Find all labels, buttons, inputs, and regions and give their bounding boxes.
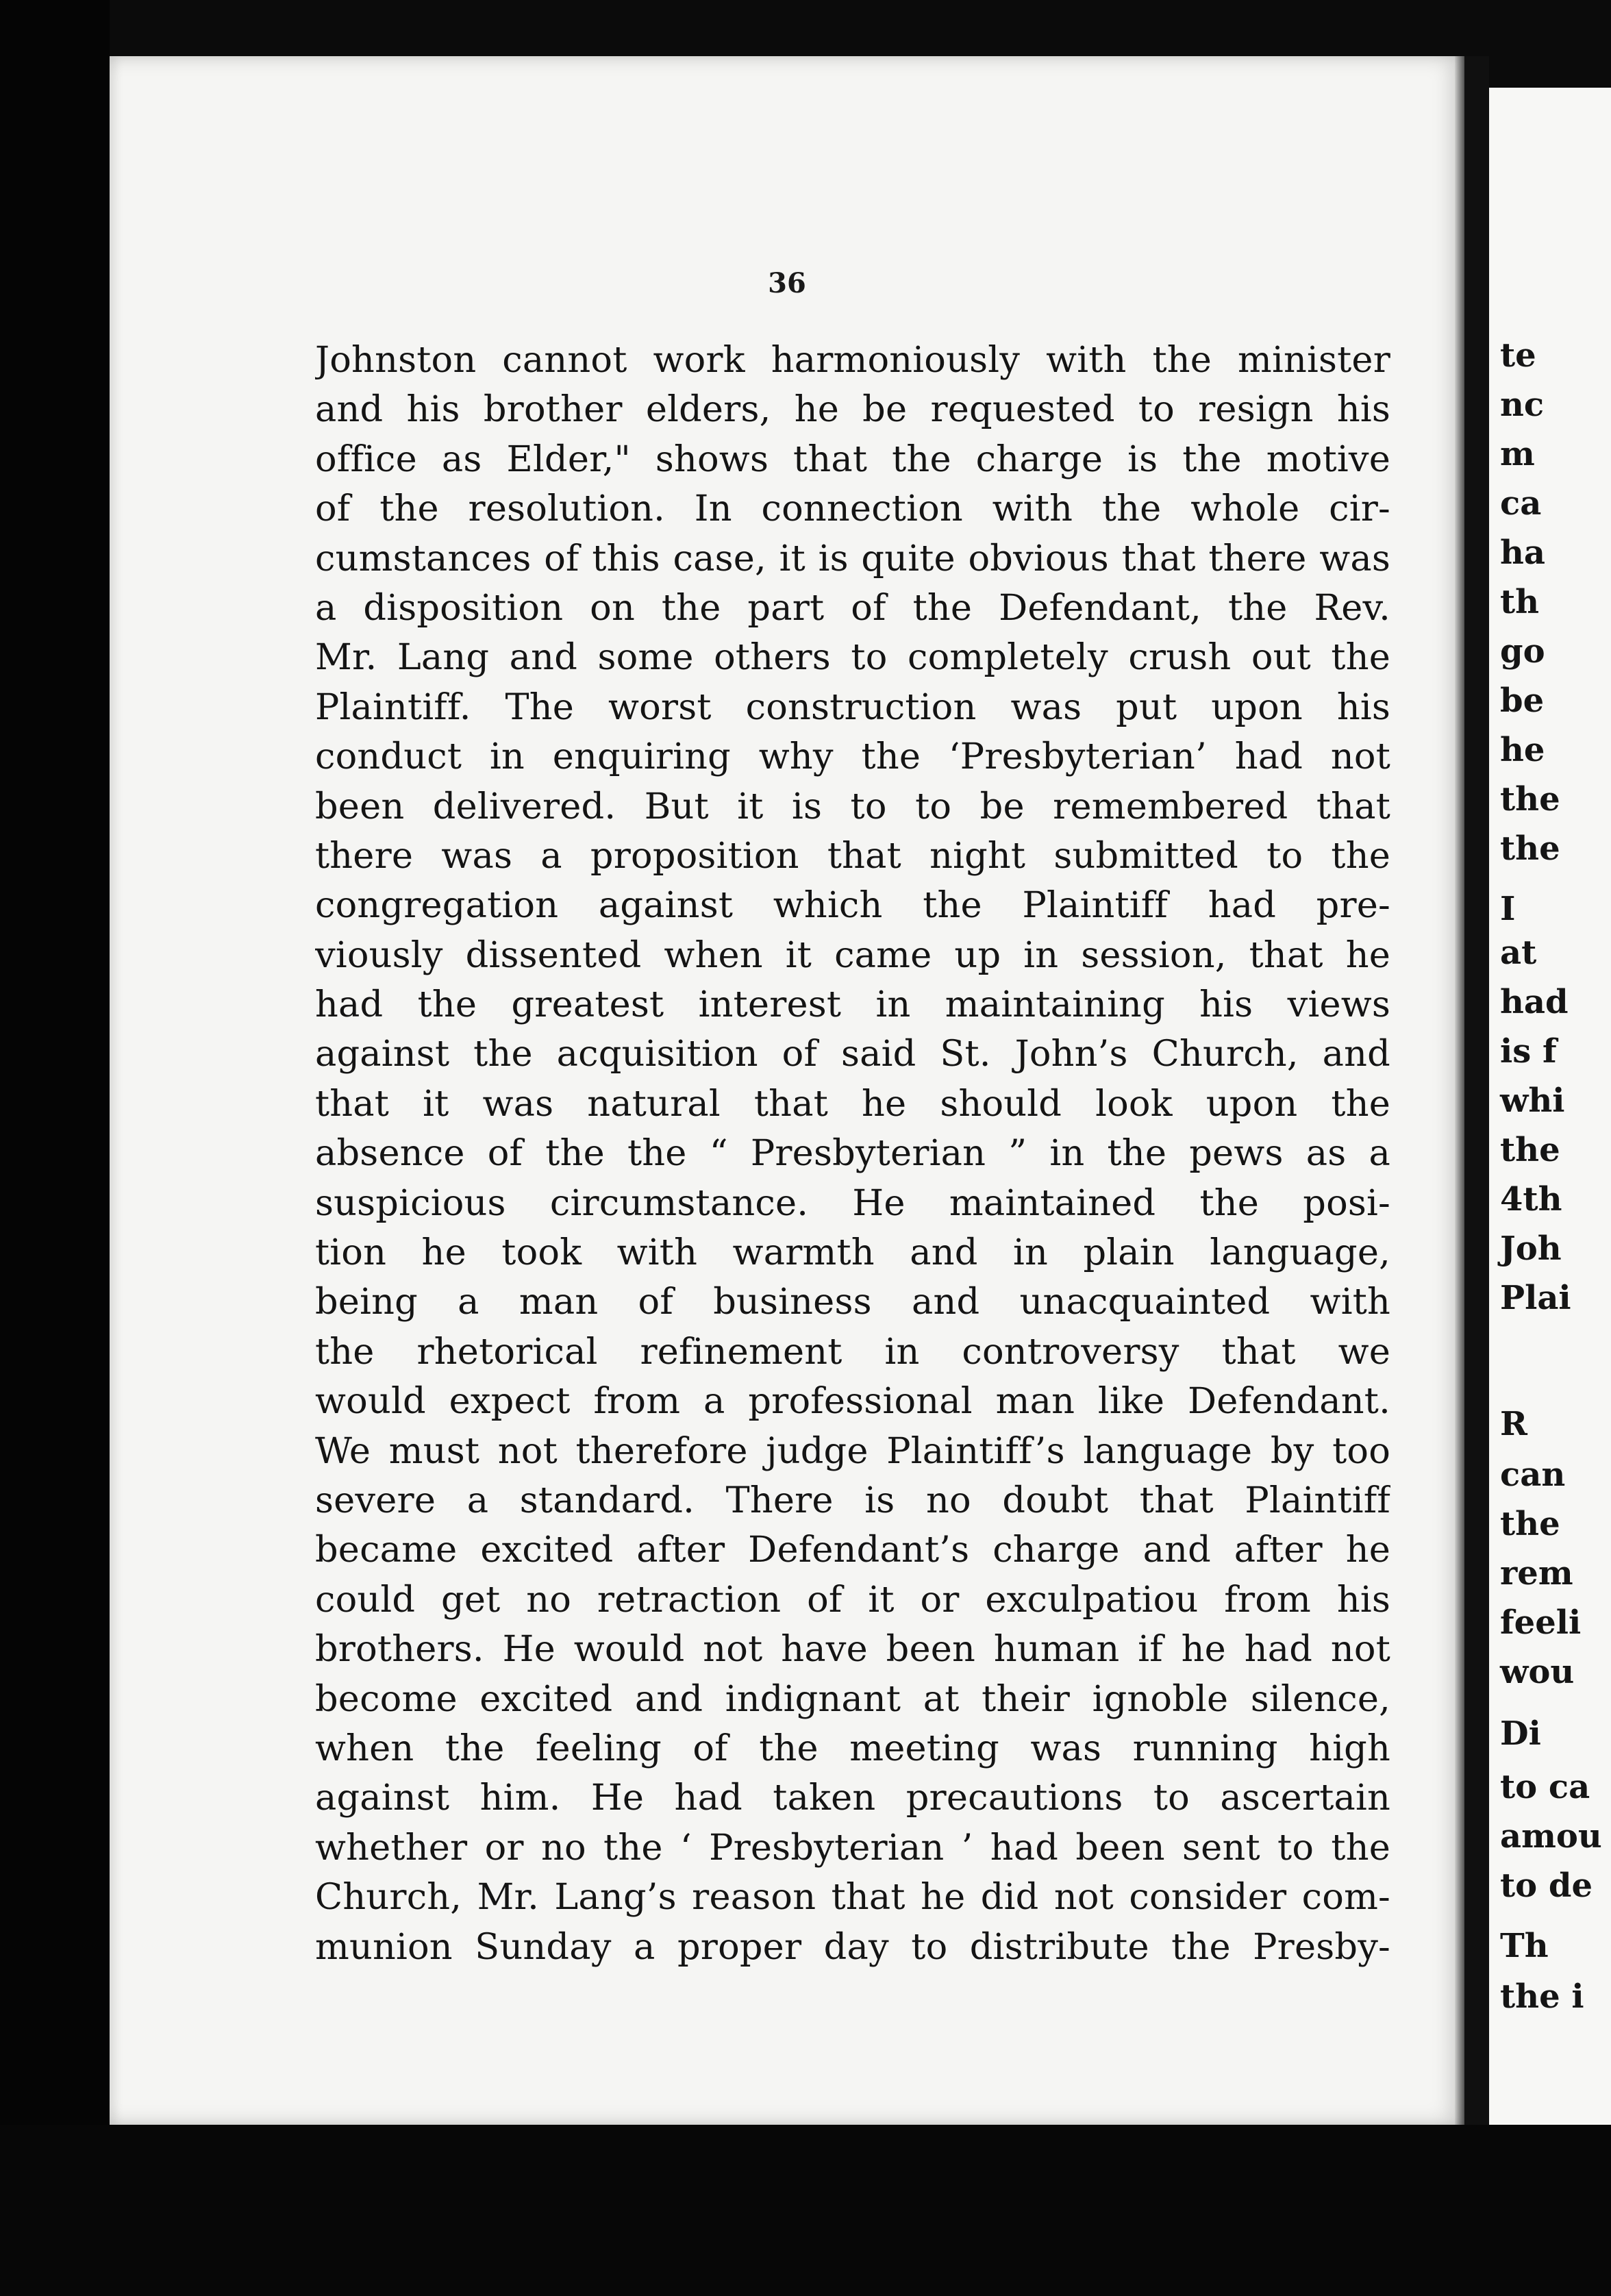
text-line: suspicious circumstance. He maintained the posi- xyxy=(315,1182,1390,1224)
text-line: whether or no the ‘ Presbyterian ’ had been sent to the xyxy=(315,1826,1390,1869)
text-line: viously dissented when it came up in session, that he xyxy=(315,934,1390,976)
text-line: brothers. He would not have been human if he had not xyxy=(315,1628,1390,1671)
text-line: and his brother elders, he be requested to resign his xyxy=(315,388,1390,431)
text-line: conduct in enquiring why the ‘Presbyterian’ had not xyxy=(315,736,1390,778)
text-line: absence of the the “ Presbyterian ” in the pews as a xyxy=(315,1132,1390,1175)
scan-bottom-border xyxy=(0,2125,1611,2296)
adjacent-text-fragment: Plai xyxy=(1500,1279,1571,1317)
text-line: there was a proposition that night submitted to the xyxy=(315,834,1390,877)
text-line: We must not therefore judge Plaintiff’s language by too xyxy=(315,1430,1390,1472)
text-line: munion Sunday a proper day to distribute the Presby- xyxy=(315,1925,1390,1968)
text-line: against the acquisition of said St. John’s Church, and xyxy=(315,1033,1390,1075)
text-line: severe a standard. There is no doubt that Plaintiff xyxy=(315,1479,1390,1521)
adjacent-text-fragment: amou xyxy=(1500,1817,1602,1856)
adjacent-text-fragment: m xyxy=(1500,435,1535,473)
adjacent-text-fragment: at xyxy=(1500,934,1537,972)
text-line: been delivered. But it is to to be remembered that xyxy=(315,785,1390,827)
adjacent-text-fragment: the xyxy=(1500,1131,1560,1169)
text-line: of the resolution. In connection with the whole cir- xyxy=(315,488,1390,530)
adjacent-text-fragment: rem xyxy=(1500,1554,1573,1593)
text-line: would expect from a professional man like Defendant. xyxy=(315,1380,1390,1423)
text-line: office as Elder," shows that the charge is the motive xyxy=(315,438,1390,480)
text-line: cumstances of this case, it is quite obvious that there was xyxy=(315,537,1390,579)
text-line: against him. He had taken precautions to ascertain xyxy=(315,1777,1390,1819)
text-line: Johnston cannot work harmoniously with the minister xyxy=(315,339,1390,381)
adjacent-text-fragment: ca xyxy=(1500,484,1542,523)
adjacent-text-fragment: is f xyxy=(1500,1032,1557,1071)
text-line: became excited after Defendant’s charge and after he xyxy=(315,1529,1390,1571)
adjacent-text-fragment: to de xyxy=(1500,1867,1593,1905)
adjacent-text-fragment: be xyxy=(1500,682,1545,720)
adjacent-text-fragment: can xyxy=(1500,1456,1566,1494)
text-line: Mr. Lang and some others to completely crush out the xyxy=(315,636,1390,679)
adjacent-text-fragment: the xyxy=(1500,1505,1560,1543)
page-number: 36 xyxy=(768,267,806,299)
adjacent-text-fragment: the xyxy=(1500,829,1560,868)
book-gutter xyxy=(1464,56,1489,2125)
adjacent-text-fragment: to ca xyxy=(1500,1768,1590,1806)
adjacent-text-fragment: the i xyxy=(1500,1977,1584,2016)
adjacent-text-fragment: I xyxy=(1500,890,1516,928)
adjacent-text-fragment: R xyxy=(1500,1405,1527,1443)
text-line: could get no retraction of it or exculpatiou from his xyxy=(315,1578,1390,1621)
adjacent-text-fragment: go xyxy=(1500,632,1545,671)
adjacent-text-fragment: he xyxy=(1500,731,1545,769)
adjacent-text-fragment: wou xyxy=(1500,1653,1575,1691)
text-line: being a man of business and unacquainted with xyxy=(315,1281,1390,1323)
adjacent-text-fragment: feeli xyxy=(1500,1604,1582,1642)
text-line: when the feeling of the meeting was running high xyxy=(315,1727,1390,1769)
text-line: Plaintiff. The worst construction was put upon his xyxy=(315,686,1390,728)
adjacent-text-fragment: 4th xyxy=(1500,1180,1562,1219)
text-line: Church, Mr. Lang’s reason that he did not consider com- xyxy=(315,1876,1390,1919)
text-line: the rhetorical refinement in controversy that we xyxy=(315,1330,1390,1373)
adjacent-text-fragment: had xyxy=(1500,983,1569,1021)
adjacent-text-fragment: nc xyxy=(1500,386,1545,424)
adjacent-text-fragment: Joh xyxy=(1500,1230,1562,1268)
adjacent-text-fragment: th xyxy=(1500,583,1540,621)
page-body-text xyxy=(315,336,1390,1972)
scan-left-border xyxy=(0,0,110,2296)
adjacent-text-fragment: the xyxy=(1500,780,1560,819)
text-line: had the greatest interest in maintaining his views xyxy=(315,984,1390,1026)
text-line: become excited and indignant at their ignoble silence, xyxy=(315,1677,1390,1720)
adjacent-text-fragment: te xyxy=(1500,336,1536,375)
adjacent-text-fragment: Di xyxy=(1500,1714,1541,1753)
adjacent-text-fragment: whi xyxy=(1500,1082,1565,1120)
text-line: that it was natural that he should look upon the xyxy=(315,1082,1390,1125)
text-line: tion he took with warmth and in plain language, xyxy=(315,1232,1390,1274)
adjacent-text-fragment: Th xyxy=(1500,1927,1549,1965)
adjacent-text-fragment: ha xyxy=(1500,534,1545,572)
text-line: a disposition on the part of the Defendant, the Rev. xyxy=(315,586,1390,629)
text-line: congregation against which the Plaintiff had pre- xyxy=(315,884,1390,927)
